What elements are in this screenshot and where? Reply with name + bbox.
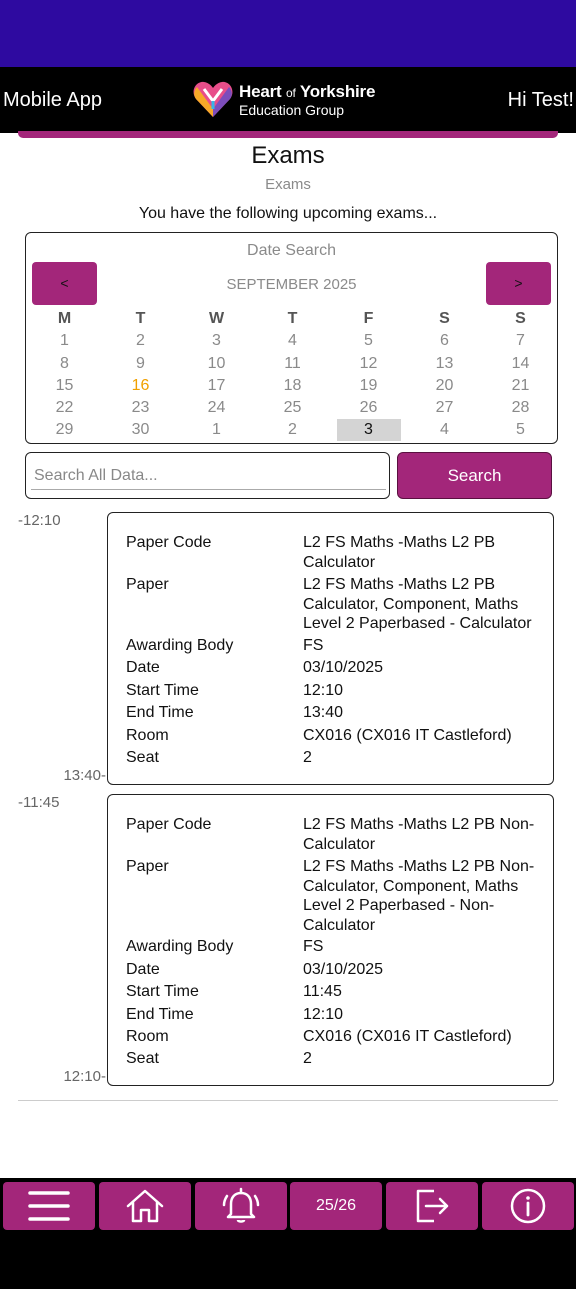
- calendar-day[interactable]: 1: [60, 332, 69, 350]
- calendar-grid: [26, 308, 557, 442]
- exam-field-value: L2 FS Maths -Maths L2 PB Calculator: [303, 534, 496, 571]
- exam-field-label: Paper Code: [126, 816, 212, 833]
- date-search-calendar: [25, 232, 558, 444]
- calendar-week-row: [26, 375, 557, 397]
- menu-icon: [28, 1190, 70, 1222]
- exam-start-marker: -11:45: [18, 794, 60, 811]
- calendar-day[interactable]: 4: [288, 332, 297, 350]
- exam-field-label: Paper: [126, 858, 169, 875]
- calendar-day[interactable]: 8: [60, 354, 69, 372]
- calendar-day[interactable]: 11: [284, 354, 301, 372]
- calendar-day[interactable]: 5: [364, 332, 373, 350]
- exam-field-value: 03/10/2025: [303, 961, 384, 978]
- calendar-day[interactable]: 2: [288, 421, 297, 439]
- calendar-day[interactable]: 6: [440, 332, 449, 350]
- date-search-label: Date Search: [247, 242, 336, 259]
- exam-field-label: Start Time: [126, 682, 199, 699]
- user-greeting: Hi Test!: [507, 89, 574, 111]
- exam-field-value: 12:10: [303, 682, 344, 699]
- exam-field-label: Date: [126, 659, 160, 676]
- exam-field-label: Room: [126, 1028, 169, 1045]
- calendar-weekday-label: T: [287, 310, 298, 327]
- calendar-day[interactable]: 18: [283, 376, 302, 394]
- calendar-day[interactable]: 2: [136, 332, 145, 350]
- calendar-week-row: [26, 419, 557, 441]
- system-navigation-bar: [0, 1234, 576, 1289]
- previous-month-button[interactable]: <: [32, 262, 97, 305]
- bottom-nav: [0, 1178, 576, 1234]
- calendar-day[interactable]: 3: [337, 419, 401, 441]
- exam-field-value: L2 FS Maths -Maths L2 PB Non-Calculator, Component, Maths Level 2 Paperbased - Non-Calculator: [303, 858, 535, 934]
- app-header: [0, 67, 576, 133]
- calendar-day[interactable]: 19: [359, 376, 378, 394]
- exam-field-value: CX016 (CX016 IT Castleford): [303, 727, 512, 744]
- search-button[interactable]: Search: [397, 452, 552, 499]
- brand-logo: [192, 79, 392, 123]
- calendar-day[interactable]: 7: [516, 332, 525, 350]
- calendar-day[interactable]: 22: [55, 399, 74, 417]
- exam-field-label: End Time: [126, 1006, 194, 1023]
- exam-field-value: FS: [303, 938, 324, 955]
- exam-field-label: Start Time: [126, 983, 199, 1000]
- month-label: SEPTEMBER 2025: [226, 276, 357, 293]
- calendar-day[interactable]: 26: [359, 399, 378, 417]
- info-button[interactable]: [482, 1182, 574, 1230]
- logout-icon: [412, 1187, 452, 1225]
- calendar-day[interactable]: 23: [131, 399, 150, 417]
- exam-field-label: Awarding Body: [126, 938, 234, 955]
- exam-field-value: 2: [303, 1050, 312, 1067]
- calendar-day[interactable]: 9: [136, 354, 145, 372]
- calendar-week-row: [26, 353, 557, 375]
- list-divider: [18, 1100, 558, 1101]
- calendar-day[interactable]: 4: [440, 421, 449, 439]
- search-input[interactable]: [25, 452, 390, 499]
- exam-end-marker: 13:40-: [63, 767, 106, 784]
- app-title: Mobile App: [3, 89, 102, 111]
- exam-field-value: L2 FS Maths -Maths L2 PB Calculator, Component, Maths Level 2 Paperbased - Calculator: [303, 576, 532, 632]
- page-counter: [290, 1182, 382, 1230]
- calendar-day[interactable]: 25: [283, 399, 302, 417]
- exam-card[interactable]: [107, 512, 554, 785]
- calendar-day[interactable]: 1: [212, 421, 221, 439]
- exam-end-marker: 12:10-: [63, 1068, 106, 1085]
- calendar-weekday-label: W: [208, 310, 225, 327]
- calendar-weekday-label: T: [135, 310, 146, 327]
- calendar-day[interactable]: 24: [207, 399, 226, 417]
- page-count: 25/26: [315, 1197, 357, 1214]
- page-subtitle: Exams: [265, 176, 311, 193]
- calendar-day[interactable]: 30: [131, 421, 150, 439]
- calendar-day[interactable]: 21: [511, 376, 530, 394]
- exam-field-value: L2 FS Maths -Maths L2 PB Non-Calculator: [303, 816, 535, 853]
- exam-field-label: Paper Code: [126, 534, 212, 551]
- exam-start-marker: -12:10: [18, 512, 61, 529]
- calendar-day[interactable]: 12: [359, 354, 378, 372]
- calendar-day[interactable]: 15: [55, 376, 74, 394]
- next-month-button[interactable]: >: [486, 262, 551, 305]
- bell-icon: [221, 1187, 261, 1225]
- brand-name: Heart of Yorkshire: [239, 82, 376, 101]
- exam-field-value: 13:40: [303, 704, 344, 721]
- menu-button[interactable]: [3, 1182, 95, 1230]
- calendar-week-row: [26, 397, 557, 419]
- exam-field-value: FS: [303, 637, 324, 654]
- exam-field-label: Date: [126, 961, 160, 978]
- exam-field-label: Paper: [126, 576, 169, 593]
- intro-text: You have the following upcoming exams...: [138, 205, 438, 222]
- home-icon: [125, 1188, 165, 1224]
- exam-field-value: CX016 (CX016 IT Castleford): [303, 1028, 512, 1045]
- search-input-underline: [31, 489, 386, 490]
- calendar-day[interactable]: 10: [207, 354, 226, 372]
- calendar-weekday-label: M: [57, 310, 72, 327]
- calendar-weekday-label: S: [515, 310, 526, 327]
- calendar-day[interactable]: 5: [516, 421, 525, 439]
- calendar-day[interactable]: 17: [207, 376, 226, 394]
- calendar-day[interactable]: 28: [511, 399, 530, 417]
- heart-logo-icon: [192, 79, 234, 119]
- header-accent-strip: [18, 131, 558, 138]
- calendar-day[interactable]: 29: [55, 421, 74, 439]
- calendar-weekday-label: S: [439, 310, 450, 327]
- calendar-day[interactable]: 3: [212, 332, 221, 350]
- brand-subline: Education Group: [239, 102, 345, 118]
- logout-button[interactable]: [386, 1182, 478, 1230]
- calendar-day[interactable]: 20: [435, 376, 454, 394]
- calendar-day[interactable]: 16: [131, 376, 150, 394]
- page-title: Exams: [251, 142, 325, 169]
- calendar-weekday-label: F: [363, 310, 374, 327]
- exam-field-value: 11:45: [303, 983, 342, 1000]
- exam-card[interactable]: [107, 794, 554, 1086]
- home-button[interactable]: [99, 1182, 191, 1230]
- exam-field-label: Room: [126, 727, 169, 744]
- calendar-day[interactable]: 27: [435, 399, 454, 417]
- exam-field-value: 2: [303, 749, 312, 766]
- exam-field-value: 12:10: [303, 1006, 344, 1023]
- info-icon: [509, 1187, 547, 1225]
- exam-field-label: Awarding Body: [126, 637, 234, 654]
- calendar-weekday-row: [26, 308, 557, 330]
- notifications-button[interactable]: [195, 1182, 287, 1230]
- calendar-day[interactable]: 13: [435, 354, 454, 372]
- exam-field-value: 03/10/2025: [303, 659, 384, 676]
- exam-field-label: Seat: [126, 1050, 159, 1067]
- exam-field-label: End Time: [126, 704, 194, 721]
- calendar-week-row: [26, 330, 557, 352]
- calendar-day[interactable]: 14: [511, 354, 530, 372]
- status-bar: [0, 0, 576, 67]
- exam-field-label: Seat: [126, 749, 159, 766]
